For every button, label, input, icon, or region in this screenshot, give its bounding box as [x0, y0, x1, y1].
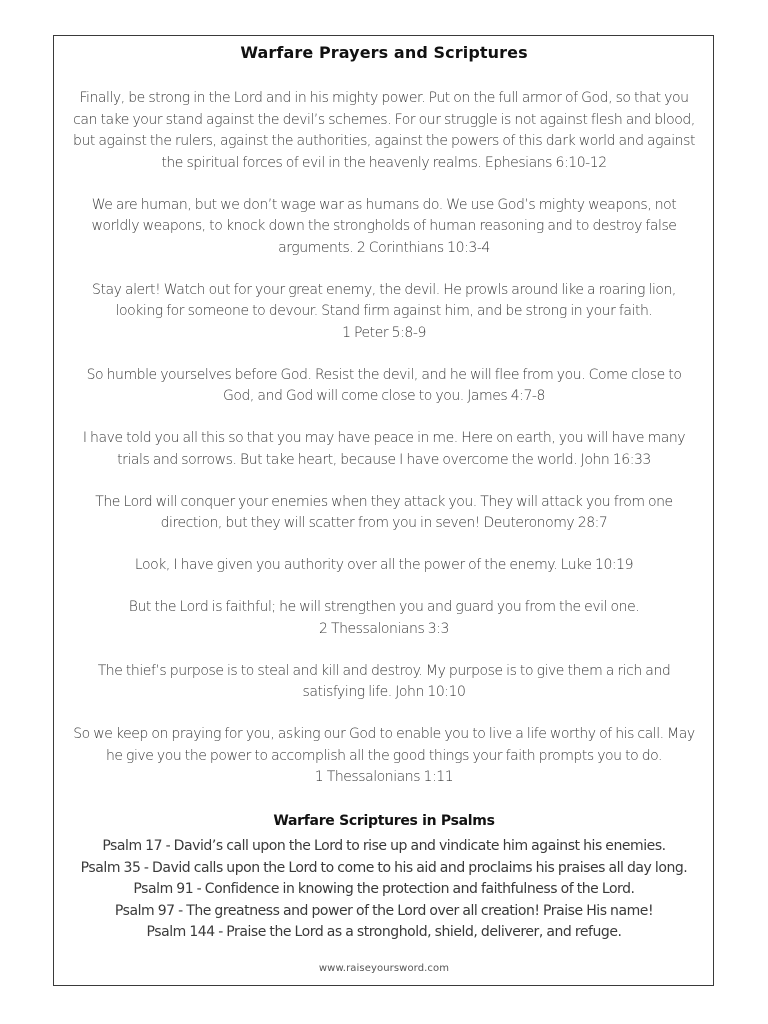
- scripture-passage: [60, 195, 708, 260]
- psalm-item: Psalm 97 - The greatness and power of the Lord over all creation! Praise His name!: [114, 902, 654, 919]
- scripture-passage: [60, 661, 708, 704]
- scripture-passage: [60, 597, 708, 640]
- page-title: Warfare Prayers and Scriptures: [240, 43, 528, 62]
- passage-line: But the Lord is faithful; he will strengthen you and guard you from the evil one.: [128, 599, 640, 615]
- scripture-passage: [60, 428, 708, 471]
- scripture-passage: [60, 492, 708, 535]
- passage-line: trials and sorrows. But take heart, because I have overcome the world. John 16:33: [117, 451, 651, 468]
- passage-line: he give you the power to accomplish all the good things your faith prompts you to do.: [105, 747, 663, 764]
- passage-line: The thief’s purpose is to steal and kill and destroy. My purpose is to give them a rich and: [97, 662, 671, 679]
- footer-website: www.raiseyoursword.com: [318, 963, 450, 974]
- scripture-passage: [60, 88, 708, 174]
- passage-line: direction, but they will scatter from you in seven! Deuteronomy 28:7: [160, 515, 608, 531]
- passage-line: satisfying life. John 10:10: [302, 684, 466, 700]
- psalm-item: Psalm 144 - Praise the Lord as a stronghold, shield, deliverer, and refuge.: [146, 924, 622, 940]
- passage-line: arguments. 2 Corinthians 10:3-4: [278, 239, 490, 256]
- passage-line: So humble yourselves before God. Resist the devil, and he will flee from you. Come close to: [86, 366, 682, 383]
- passage-line: worldly weapons, to knock down the strongholds of human reasoning and to destroy false: [91, 218, 677, 234]
- scripture-passage: [60, 555, 708, 577]
- passage-line: the spiritual forces of evil in the heavenly realms. Ephesians 6:10-12: [161, 154, 607, 171]
- psalms-list: [60, 836, 708, 944]
- psalm-item: Psalm 17 - David’s call upon the Lord to rise up and vindicate him against his enemies.: [102, 838, 666, 854]
- passage-line: God, and God will come close to you. James 4:7-8: [222, 388, 545, 404]
- passage-line: 1 Peter 5:8-9: [342, 324, 426, 341]
- passage-line: The Lord will conquer your enemies when they attack you. They will attack you from one: [95, 493, 673, 510]
- passage-line: looking for someone to devour. Stand firm against him, and be strong in your faith.: [115, 303, 653, 319]
- psalms-heading: Warfare Scriptures in Psalms: [273, 813, 495, 829]
- passage-line: So we keep on praying for you, asking our God to enable you to live a life worthy of his call. May: [73, 726, 695, 742]
- passage-line: can take your stand against the devil’s schemes. For our struggle is not against flesh and blood,: [73, 111, 695, 128]
- passage-line: We are human, but we don’t wage war as humans do. We use God’s mighty weapons, not: [91, 196, 677, 213]
- passage-line: 1 Thessalonians 1:11: [314, 769, 454, 785]
- scripture-passages: [60, 88, 708, 809]
- passage-line: 2 Thessalonians 3:3: [319, 620, 449, 637]
- psalm-item: Psalm 35 - David calls upon the Lord to come to his aid and proclaims his praises all day long.: [80, 859, 688, 876]
- passage-line: I have told you all this so that you may have peace in me. Here on earth, you will have many: [82, 430, 686, 446]
- scripture-passage: [60, 724, 708, 789]
- passage-line: Look, I have given you authority over all the power of the enemy. Luke 10:19: [134, 557, 634, 573]
- scripture-passage: [60, 280, 708, 345]
- scripture-passage: [60, 365, 708, 408]
- psalm-item: Psalm 91 - Confidence in knowing the protection and faithfulness of the Lord.: [133, 881, 635, 897]
- passage-line: but against the rulers, against the authorities, against the powers of this dark world and against: [73, 133, 695, 149]
- passage-line: Stay alert! Watch out for your great enemy, the devil. He prowls around like a roaring lion,: [92, 281, 676, 298]
- passage-line: Finally, be strong in the Lord and in his mighty power. Put on the full armor of God, so that you: [79, 90, 689, 106]
